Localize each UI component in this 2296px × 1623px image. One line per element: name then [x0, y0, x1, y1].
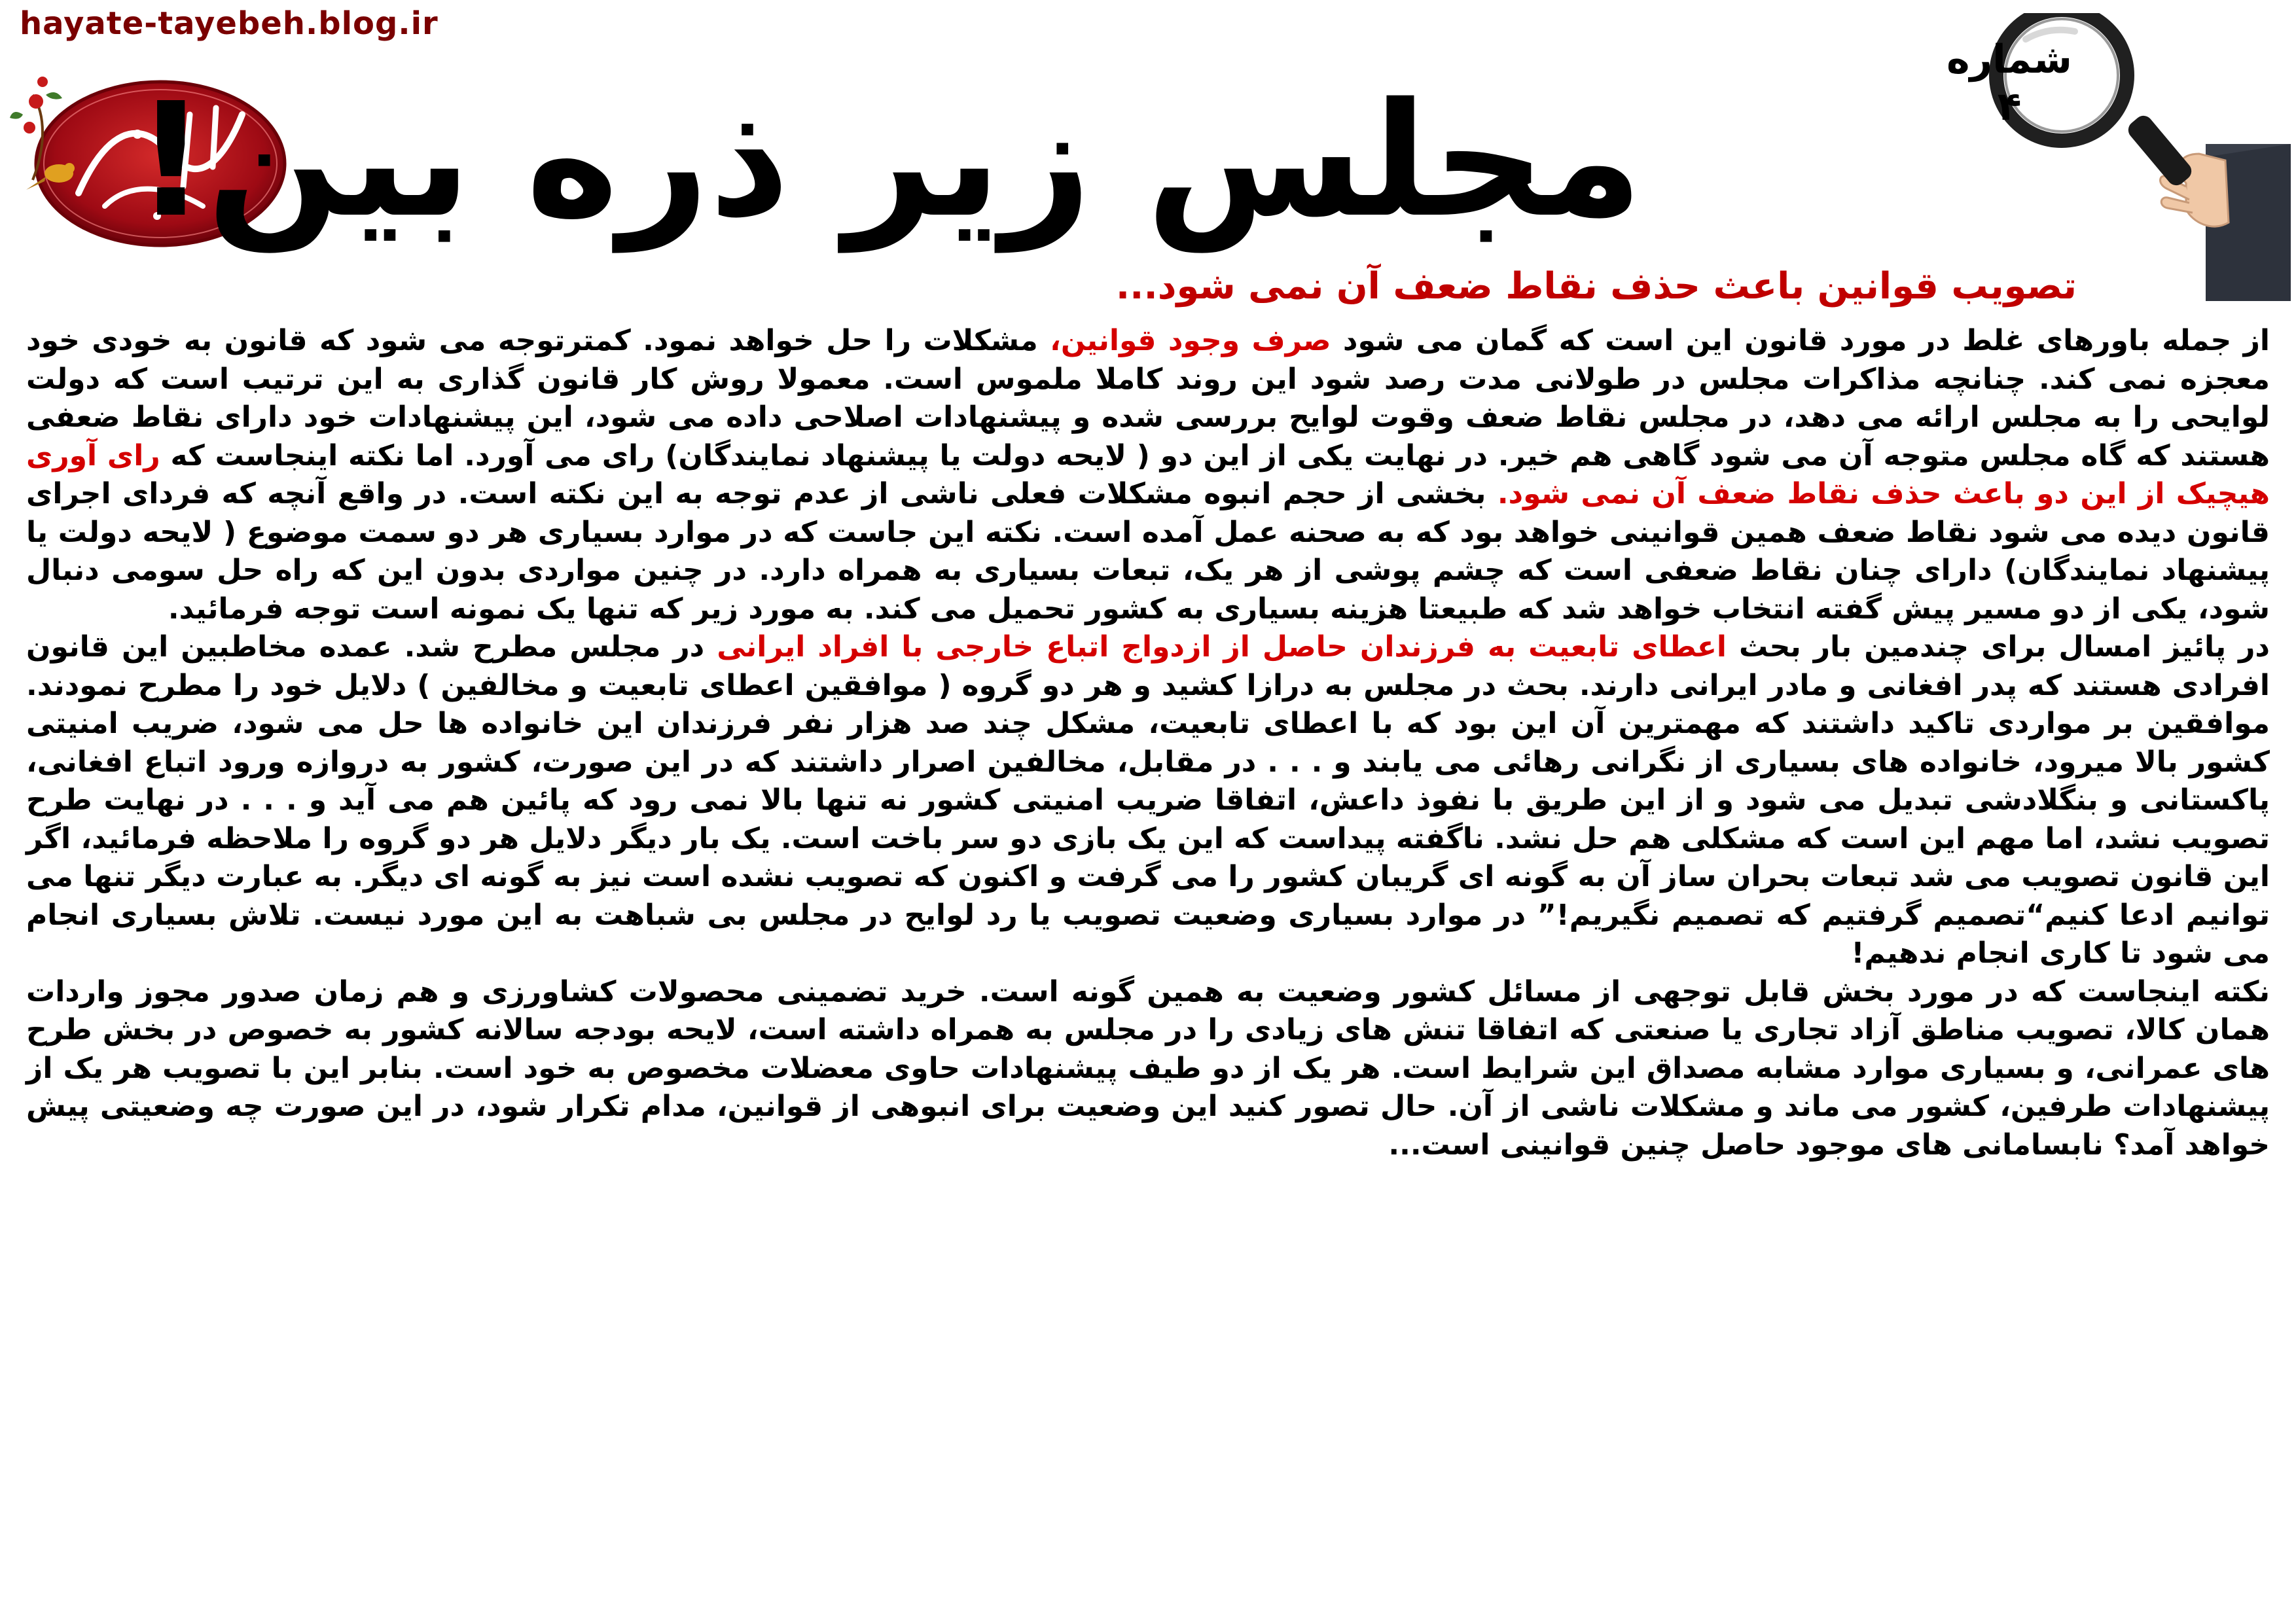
paragraph-text: نکته اینجاست که در مورد بخش قابل توجهی از مسائل کشور وضعیت به همین گونه است. خرید تضمینی محصولات کشاورزی و هم زمان صدور مجوز واردات همان کالا، تصویب مناطق آزاد تجاری یا صنعتی که اتفاقا تنش های زیادی را در مجلس به همراه داشته است، لایحه بودجه سالانه کشور به خصوص در بخش طرح های عمرانی، و بسیاری موارد مشابه مصداق این شرایط است. هر یک از دو طیف پیشنهادات حاوی معضلات مخصوص به خود است. بنابر این با تصویب هر یک از پیشنهادات طرفین، کشور می ماند و مشکلات ناشی از آن. حال تصور کنید این وضعیت برای انبوهی از قوانین، مدام تکرار شود، در این صورت چه وضعیتی پیش خواهد آمد؟ نابسامانی های موجود حاصل چنین قوانینی است... — [26, 974, 2270, 1162]
issue-badge — [1937, 36, 2081, 130]
issue-number: ۴ — [1997, 84, 2022, 130]
highlighted-phrase: اعطای تابعیت به فرزندان حاصل از ازدواج اتباع خارجی با افراد ایرانی — [717, 630, 1727, 664]
paragraph-text: از جمله باورهای غلط در مورد قانون این است که گمان می شود — [1331, 324, 2270, 357]
article-paragraph-2 — [26, 628, 2270, 973]
article-paragraph-1 — [26, 322, 2270, 628]
paragraph-text: در مجلس مطرح شد. عمده مخاطبین این قانون افرادی هستند که پدر افغانی و مادر ایرانی دارند. بحث در مجلس به درازا کشید و هر دو گروه ( موافقین اعطای تابعیت و مخالفین ) دلایل خود را مطرح نمودند. موافقین بر مواردی تاکید داشتند که مهمترین آن این بود که با اعطای تابعیت، مشکل چند صد هزار نفر فرزندان این خانواده ها حل می شود، ضریب امنیتی کشور بالا میرود، خانواده های بسیاری از نگرانی رهائی می یابند و . . . در مقابل، مخالفین اصرار داشتند که در این صورت، کشور به دروازه ورود اتباع افغانی، پاکستانی و بنگلادشی تبدیل می شود و از این طریق با نفوذ داعش، اتفاقا ضریب امنیتی کشور نه تنها بالا نمی رود که پائین هم می آید و . . . در نهایت طرح تصویب نشد، اما مهم این است که مشکلی هم حل نشد. ناگفته پیداست که این یک بازی دو سر باخت است. یک بار دیگر دلایل هر دو گروه را ملاحظه فرمائید، اگر این قانون تصویب می شد تبعات بحران ساز آن به گونه ای گریبان کشور را می گرفت و اکنون که تصویب نشده است نیز به گونه ای دیگر. به عبارت دیگر تنها می توانیم ادعا کنیم“تصمیم گرفتیم که تصمیم نگیریم!” در موارد بسیاری وضعیت تصویب یا رد لوایح در مجلس بی شباهت به این مورد نیست. تلاش بسیاری انجام می شود تا کاری انجام ندهیم! — [26, 630, 2270, 970]
issue-label: شماره — [1946, 37, 2072, 82]
highlighted-phrase: رای آوری هیچیک از این دو باعث حذف نقاط ضعف آن نمی شود. — [26, 438, 2270, 510]
highlighted-phrase: صرف وجود قوانین، — [1050, 324, 1331, 357]
site-url[interactable]: hayate-tayebeh.blog.ir — [20, 5, 439, 42]
article-subtitle: تصویب قوانین باعث حذف نقاط ضعف آن نمی شود... — [1115, 265, 2077, 308]
paragraph-text: در پائیز امسال برای چندمین بار بحث — [1726, 630, 2270, 664]
article-paragraph-3 — [26, 973, 2270, 1165]
page-title: مجلس زیر ذره بین! — [135, 69, 1643, 252]
paragraph-text: مشکلات را حل خواهد نمود. کمترتوجه می شود که قانون به خودی خود معجزه نمی کند. چنانچه مذاکرات مجلس در طولانی مدت رصد شود این روند کاملا ملموس است. معمولا روش کار قانون گذاری به این ترتیب است که دولت لوایحی را به مجلس ارائه می دهد، در مجلس نقاط ضعف وقوت لوایح بررسی شده و پیشنهادات اصلاحی داده می شود، این پیشنهادات خود دارای نقاط ضعفی هستند که گاه مجلس متوجه آن می شود گاهی هم خیر. در نهایت یکی از این دو ( لایحه دولت یا پیشنهاد نمایندگان) رای می آورد. اما نکته اینجاست که — [26, 324, 2270, 473]
paragraph-text: بخشی از حجم انبوه مشکلات فعلی ناشی از عدم توجه به این نکته است. در واقع آنچه که فردای اجرای قانون دیده می شود نقاط ضعف همین قوانینی خواهد بود که به صحنه عمل آمده است. نکته این جاست که در موارد بسیاری هر دو سمت موضوع ( لایحه دولت یا پیشنهاد نمایندگان) دارای چنان نقاط ضعفی است که چشم پوشی از هر یک، تبعات بسیاری به همراه دارد. در چنین مواردی بدون این که راه حل سومی دنبال شود، یکی از دو مسیر پیش گفته انتخاب خواهد شد که طبیعتا هزینه بسیاری به کشور تحمیل می کند. به مورد زیر که تنها یک نمونه است توجه فرمائید. — [26, 477, 2270, 626]
article-body — [26, 322, 2270, 1164]
